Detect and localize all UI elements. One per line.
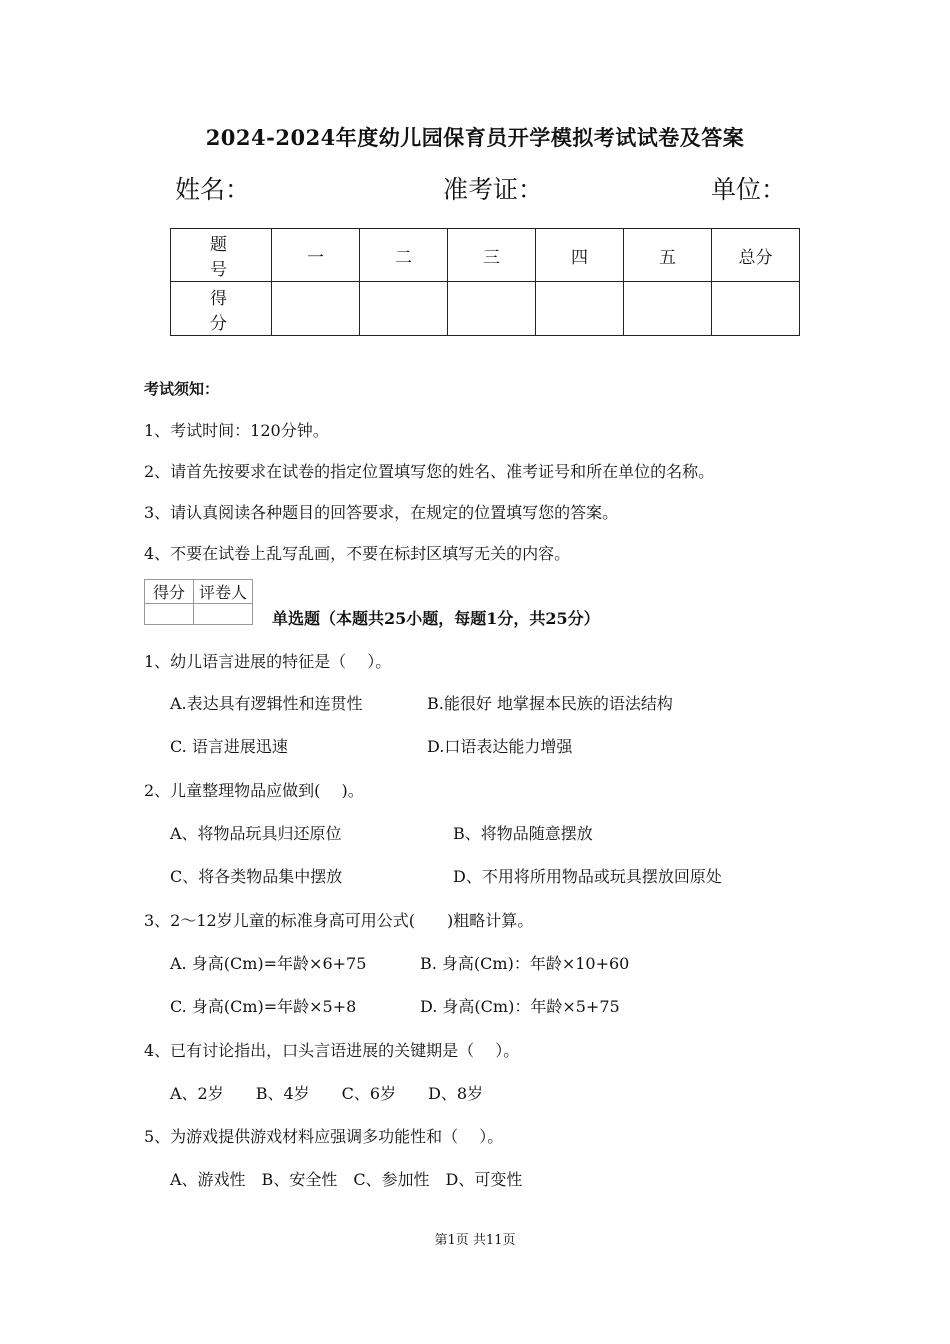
notice-item: 3、请认真阅读各种题目的回答要求，在规定的位置填写您的答案。 xyxy=(144,503,619,522)
score-table-cell: 五 xyxy=(624,229,712,282)
question-options-line: A、游戏性 B、安全性 C、参加性 D、可变性 xyxy=(170,1170,523,1189)
grader-box xyxy=(144,579,253,625)
score-input-cell[interactable] xyxy=(624,282,712,336)
notice-item: 1、考试时间：120分钟。 xyxy=(144,421,329,440)
grader-score-input[interactable] xyxy=(145,604,194,625)
unit-field-label: 单位： xyxy=(711,175,787,204)
question-option: D、不用将所用物品或玩具摆放回原处 xyxy=(453,867,722,886)
score-input-cell[interactable] xyxy=(536,282,624,336)
notice-heading: 考试须知： xyxy=(144,380,220,398)
score-input-cell[interactable] xyxy=(360,282,448,336)
section-title: 单选题（本题共25小题，每题1分，共25分） xyxy=(272,609,600,628)
question-options-line: A、2岁 B、4岁 C、6岁 D、8岁 xyxy=(170,1084,484,1103)
question-option: A.表达具有逻辑性和连贯性 xyxy=(170,694,363,713)
question-option: B、将物品随意摆放 xyxy=(453,824,593,843)
question-stem: 2、儿童整理物品应做到( )。 xyxy=(144,781,364,800)
score-table-cell: 三 xyxy=(448,229,536,282)
question-option: B.能很好 地掌握本民族的语法结构 xyxy=(427,694,673,713)
question-option: B. 身高(Cm)：年龄×10+60 xyxy=(420,954,630,973)
question-stem: 3、2～12岁儿童的标准身高可用公式( )粗略计算。 xyxy=(144,911,534,930)
question-option: C、将各类物品集中摆放 xyxy=(170,867,343,886)
score-input-cell[interactable] xyxy=(712,282,800,336)
notice-item: 4、不要在试卷上乱写乱画，不要在标封区填写无关的内容。 xyxy=(144,544,571,563)
question-stem: 1、幼儿语言进展的特征是（ ）。 xyxy=(144,652,392,671)
question-option: A. 身高(Cm)=年龄×6+75 xyxy=(170,954,367,973)
grader-name-input[interactable] xyxy=(194,604,253,625)
score-table-header-row xyxy=(171,229,800,282)
question-option: C. 语言进展迅速 xyxy=(170,737,288,756)
question-option: C. 身高(Cm)=年龄×5+8 xyxy=(170,997,357,1016)
score-table-cell: 得 分 xyxy=(171,282,272,336)
notice-item: 2、请首先按要求在试卷的指定位置填写您的姓名、准考证号和所在单位的名称。 xyxy=(144,462,715,481)
score-table-cell: 总分 xyxy=(712,229,800,282)
exam-id-field-label: 准考证： xyxy=(443,175,544,204)
name-field-label: 姓名： xyxy=(175,175,251,204)
question-stem: 4、已有讨论指出，口头言语进展的关键期是（ ）。 xyxy=(144,1041,520,1060)
score-table-cell: 二 xyxy=(360,229,448,282)
score-table-score-row xyxy=(171,282,800,336)
score-table-cell: 四 xyxy=(536,229,624,282)
score-table-cell: 一 xyxy=(272,229,360,282)
grader-score-label: 得分 xyxy=(145,580,194,604)
score-input-cell[interactable] xyxy=(272,282,360,336)
score-table xyxy=(170,228,800,336)
question-option: A、将物品玩具归还原位 xyxy=(170,824,342,843)
score-input-cell[interactable] xyxy=(448,282,536,336)
page-footer: 第1页 共11页 xyxy=(434,1233,516,1248)
score-table-cell: 题 号 xyxy=(171,229,272,282)
grader-name-label: 评卷人 xyxy=(194,580,253,604)
question-stem: 5、为游戏提供游戏材料应强调多功能性和（ ）。 xyxy=(144,1127,504,1146)
question-option: D.口语表达能力增强 xyxy=(427,737,573,756)
page-title: 2024-2024年度幼儿园保育员开学模拟考试试卷及答案 xyxy=(205,125,745,150)
question-option: D. 身高(Cm)：年龄×5+75 xyxy=(420,997,620,1016)
